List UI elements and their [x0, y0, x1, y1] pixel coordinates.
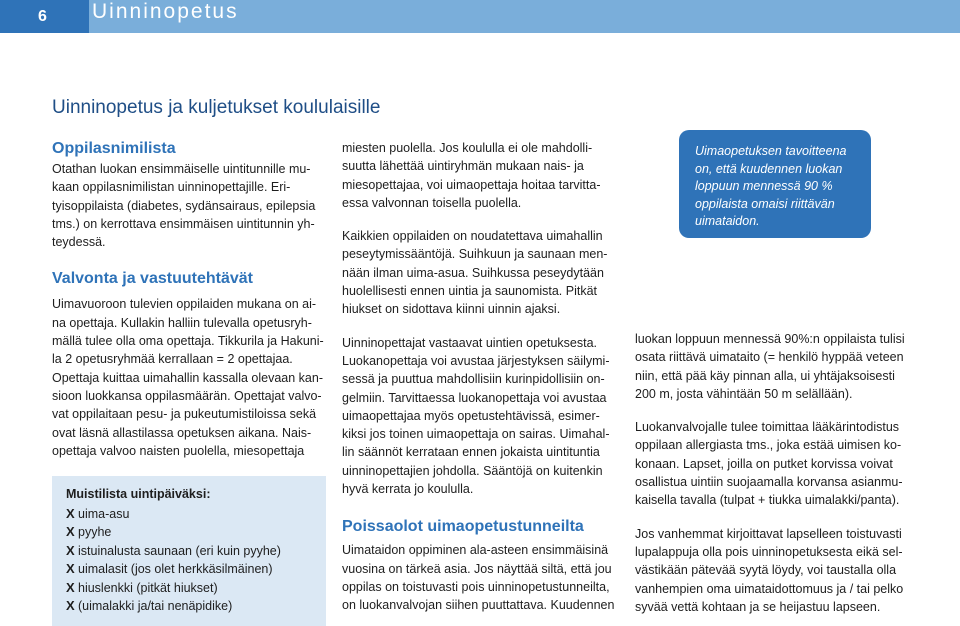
- text-line: konaan. Lapset, joilla on putket korvissa voivat: [635, 456, 893, 471]
- text-line: sioon luokkansa oppilasmäärän. Opettajat valvo-: [52, 388, 322, 403]
- text-line: syvää vettä kohtaan ja se heijastuu lapseen.: [635, 599, 881, 614]
- text-line: huolellisesti ennen uintia ja saunomista. Pitkät: [342, 284, 598, 299]
- text-line: Otathan luokan ensimmäiselle uintitunnille mu-: [52, 162, 311, 176]
- x-mark-icon: X: [66, 524, 75, 539]
- text-line: nään ilman uima-asua. Suihkussa peseydytään: [342, 265, 604, 280]
- callout-box: [679, 130, 871, 238]
- text-line: gelmiin. Tarvittaessa luokanopettaja voi avustaa: [342, 390, 607, 405]
- text-line: oppilaan allergiasta tms., joka estää uimisen ko-: [635, 438, 902, 453]
- text-line: essa valvonnan toisella puolella.: [342, 195, 522, 210]
- x-mark-icon: X: [66, 598, 75, 613]
- text-line: uimaopettajaa myös opetustehtävissä, esimer-: [342, 408, 600, 423]
- x-mark-icon: X: [66, 505, 75, 521]
- checklist-item-label: hiuslenkki (pitkät hiukset): [78, 580, 218, 595]
- text-line: lupalappuja olla pois uinninopetuksesta eikä sel-: [635, 544, 903, 559]
- text-line: hyvä kerrata jo koululla.: [342, 482, 474, 497]
- text-line: suutta lähettää uintiryhmän mukaan nais- ja: [342, 159, 584, 174]
- checklist-item: [66, 505, 312, 524]
- text-line: osata riittävä uimataito (= henkilö hyppää veteen: [635, 350, 904, 365]
- column-left: [52, 138, 333, 460]
- text-line: vanhempien oma uimataidottomuus ja / tai pelko: [635, 581, 904, 596]
- text-line: vuosina on tärkeä asia. Jos näyttää siltä, että jou: [342, 561, 612, 576]
- text-line: na opettaja. Kullakin halliin tulevalla opetusryh-: [52, 315, 312, 330]
- callout-line: oppilaista omaisi riittävän: [695, 196, 835, 211]
- checklist-title: Muistilista uintipäiväksi:: [66, 487, 211, 501]
- callout-line: uimataidon.: [695, 214, 760, 228]
- text-line: Luokanvalvojalle tulee toimittaa lääkärintodistus: [635, 420, 900, 435]
- paragraph-right-3: [635, 525, 913, 616]
- text-line: vat oppilaitaan pesu- ja pukeutumistiloissa sekä: [52, 407, 317, 422]
- callout-line: Uimaopetuksen tavoitteena: [695, 144, 847, 158]
- text-line: miesten puolella. Jos koululla ei ole mahdolli-: [342, 141, 593, 155]
- text-line: osallistua uintiin suojaamalla korvansa asianmu-: [635, 475, 903, 490]
- text-line: kaisella tavalla (tulpat + tiukka uimalakki/panta).: [635, 493, 900, 508]
- paragraph-right-2: [635, 418, 913, 509]
- paragraph-valvonta: [52, 295, 333, 460]
- chapter-title: Uinninopetus: [92, 0, 239, 23]
- text-line: la 2 opetusryhmää kerrallaan = 2 opettajaa.: [52, 352, 293, 367]
- text-line: Uimataidon oppiminen ala-asteen ensimmäisinä: [342, 543, 609, 558]
- text-line: Luokanopettaja voi avustaa järjestyksen säilymi-: [342, 353, 610, 368]
- text-line: mällä tulee olla oma opettaja. Tikkurila ja Hakuni-: [52, 334, 324, 349]
- checklist-item-label: uimalasit (jos olet herkkäsilmäinen): [78, 562, 273, 576]
- checklist-item-label: uima-asu: [78, 506, 130, 521]
- text-line: on luokanvalvojan siihen puuttattava. Kuudennen: [342, 598, 615, 613]
- main-title: Uinninopetus ja kuljetukset koululaisille: [52, 96, 381, 118]
- text-line: peseytymissääntöjä. Suihkuun ja saunaan men-: [342, 247, 608, 262]
- text-line: lin säännöt kerrataan ennen jokaista uintituntia: [342, 445, 600, 460]
- text-line: oppilas on toistuvasti pois uinninopetustunneilta,: [342, 579, 610, 594]
- text-line: Opettaja kuittaa uimahallin kassalla olevaan kan-: [52, 370, 323, 385]
- checklist-item: [66, 523, 312, 542]
- text-line: niin, että pää käy pinnan alla, ui yhtäjaksoisesti: [635, 368, 895, 383]
- heading-oppilasnimilista: Oppilasnimilista: [52, 140, 176, 157]
- text-line: ovat läsnä allastilassa opetuksen aikana. Nais-: [52, 425, 312, 440]
- text-line: kiksi jos toinen uimaopettaja on sairas. Uimahal-: [342, 427, 610, 442]
- checklist-item-label: istuinalusta saunaan (eri kuin pyyhe): [78, 543, 281, 558]
- checklist-item-label: (uimalakki ja/tai nenäpidike): [78, 599, 233, 613]
- checklist-box: [52, 476, 326, 626]
- x-mark-icon: X: [66, 542, 75, 558]
- checklist-item: [66, 597, 312, 616]
- text-line: västikään pätevää syytä löydy, voi taustalla olla: [635, 563, 897, 578]
- x-mark-icon: X: [66, 561, 75, 576]
- paragraph-oppilasnimilista: [52, 160, 333, 251]
- checklist-item: [66, 579, 312, 598]
- text-line: luokan loppuun mennessä 90%:n oppilaista tulisi: [635, 332, 905, 346]
- text-line: miesopettajaa, voi uimaopettaja hoitaa tarvitta-: [342, 177, 601, 192]
- text-line: Jos vanhemmat kirjoittavat lapselleen toistuvasti: [635, 526, 902, 541]
- heading-poissaolot: Poissaolot uimaopetustunneilta: [342, 518, 584, 536]
- paragraph-middle-3: [342, 334, 620, 499]
- text-line: uinninopettajien johdolla. Sääntöjä on kuitenkin: [342, 463, 603, 478]
- text-line: Kaikkien oppilaiden on noudatettava uimahallin: [342, 229, 603, 244]
- checklist-item-label: pyyhe: [78, 525, 112, 539]
- text-line: 200 m, josta vähintään 50 m selällään).: [635, 386, 853, 401]
- text-line: sessä ja puuttua mahdollisiin kurinpidollisiin on-: [342, 372, 605, 387]
- paragraph-right-1: [635, 330, 913, 403]
- column-right: [635, 330, 913, 616]
- text-line: hiukset on sidottava kiinni uinnin ajaksi.: [342, 302, 561, 317]
- paragraph-middle-1: [342, 139, 620, 212]
- heading-valvonta: Valvonta ja vastuutehtävät: [52, 270, 253, 288]
- text-line: tms.) on kerrottava ensimmäisen uintitunnin yh-: [52, 216, 315, 231]
- checklist-item: [66, 560, 312, 579]
- callout-line: on, että kuudennen luokan: [695, 161, 843, 176]
- text-line: Uimavuoroon tulevien oppilaiden mukana on ai-: [52, 297, 317, 312]
- text-line: opettaja valvoo naisten puolella, miesopettaja: [52, 443, 305, 458]
- text-line: teydessä.: [52, 235, 106, 250]
- checklist-item: [66, 542, 312, 561]
- page-number: 6: [0, 0, 89, 33]
- column-middle: [342, 139, 620, 615]
- text-line: Uinninopettajat vastaavat uintien opetuksesta.: [342, 335, 598, 350]
- paragraph-poissaolot: [342, 541, 620, 614]
- x-mark-icon: X: [66, 579, 75, 595]
- text-line: kaan oppilasnimilistan uinninopettajille. Eri-: [52, 180, 291, 195]
- callout-line: loppuun mennessä 90 %: [695, 179, 833, 193]
- paragraph-middle-2: [342, 227, 620, 318]
- text-line: tyisoppilaista (diabetes, sydänsairaus, epilepsia: [52, 198, 316, 213]
